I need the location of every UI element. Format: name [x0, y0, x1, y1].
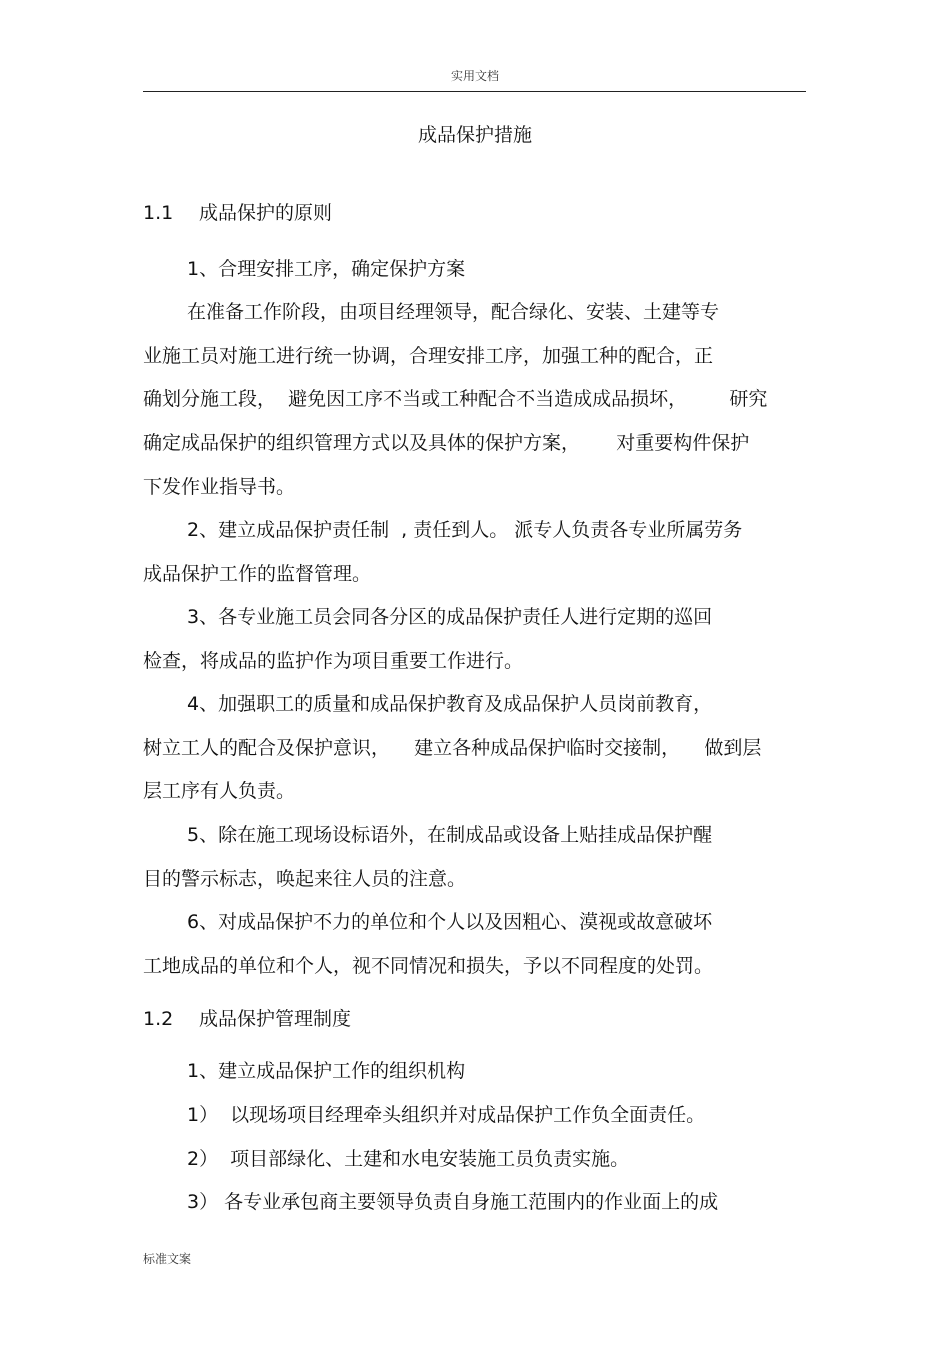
page-footer: 标准文案 [143, 1252, 192, 1266]
text-line: 业施工员对施工进行统一协调，合理安排工序，加强工种的配合，正 [143, 345, 714, 367]
text-line: 层工序有人负责。 [143, 780, 296, 802]
section-number: 1.1 [143, 202, 174, 224]
text-line: 确划分施工段， 避免因工序不当或工种配合不当造成成品损坏， 研究 [143, 388, 768, 410]
text-line: 工地成品的单位和个人，视不同情况和损失，予以不同程度的处罚。 [143, 955, 714, 977]
text-line: 目的警示标志，唤起来往人员的注意。 [143, 868, 467, 890]
text-line: 3） 各专业承包商主要领导负责自身施工范围内的作业面上的成 [187, 1191, 719, 1213]
text-line: 下发作业指导书。 [143, 476, 296, 498]
text-line: 1） 以现场项目经理牵头组织并对成品保护工作负全面责任。 [187, 1104, 706, 1126]
text-line: 4、加强职工的质量和成品保护教育及成品保护人员岗前教育， [187, 693, 713, 715]
page-header: 实用文档 [450, 69, 499, 83]
text-line: 1、建立成品保护工作的组织机构 [187, 1060, 466, 1082]
section-heading [143, 1006, 351, 1032]
text-line: 1、合理安排工序，确定保护方案 [187, 258, 466, 280]
document-title: 成品保护措施 [417, 124, 532, 146]
text-line: 3、各专业施工员会同各分区的成品保护责任人进行定期的巡回 [187, 606, 713, 628]
text-line: 2、建立成品保护责任制 , 责任到人。 派专人负责各专业所属劳务 [187, 519, 743, 541]
text-line: 6、对成品保护不力的单位和个人以及因粗心、漠视或故意破坏 [187, 911, 713, 933]
header-divider [143, 91, 806, 92]
text-line: 5、除在施工现场设标语外，在制成品或设备上贴挂成品保护醒 [187, 824, 713, 846]
text-line: 检查，将成品的监护作为项目重要工作进行。 [143, 650, 524, 672]
text-line: 确定成品保护的组织管理方式以及具体的保护方案， 对重要构件保护 [143, 432, 750, 454]
text-line: 成品保护工作的监督管理。 [143, 563, 372, 585]
section-title: 成品保护的原则 [199, 202, 333, 224]
section-heading [143, 200, 332, 226]
text-line: 在准备工作阶段，由项目经理领导，配合绿化、安装、土建等专 [187, 301, 720, 323]
text-line: 2） 项目部绿化、土建和水电安装施工员负责实施。 [187, 1148, 630, 1170]
text-line: 树立工人的配合及保护意识， 建立各种成品保护临时交接制， 做到层 [143, 737, 762, 759]
section-number: 1.2 [143, 1008, 174, 1030]
section-title: 成品保护管理制度 [199, 1008, 352, 1030]
